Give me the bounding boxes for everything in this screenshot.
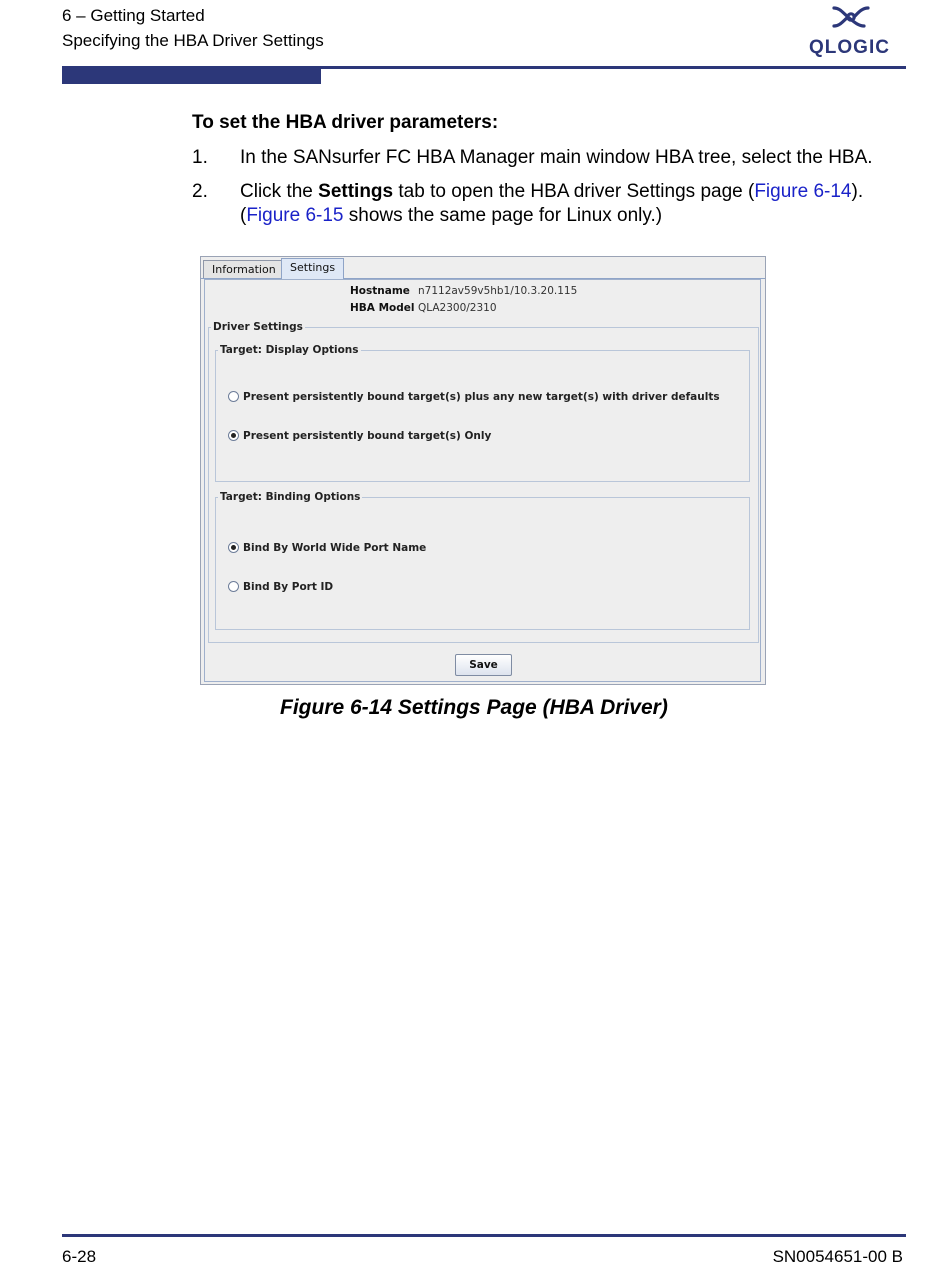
figure-6-15-link[interactable]: Figure 6-15 (246, 205, 344, 226)
settings-screenshot (200, 256, 766, 685)
binding-options-legend: Target: Binding Options (220, 491, 361, 503)
step-text-post2: shows the same page for Linux only.) (343, 205, 663, 226)
tab-settings[interactable]: Settings (281, 258, 344, 279)
footer-rule (62, 1234, 906, 1237)
qlogic-logo (806, 4, 901, 58)
hba-model-label: HBA Model (350, 302, 415, 314)
settings-term: Settings (318, 181, 394, 202)
step-number: 2. (192, 181, 208, 202)
hba-model-value: QLA2300/2310 (418, 302, 497, 314)
chapter-title: 6 – Getting Started (62, 6, 205, 25)
radio-label: Bind By Port ID (243, 581, 334, 593)
hostname-label: Hostname (350, 285, 410, 297)
radio-button[interactable] (228, 581, 239, 592)
settings-panel (204, 279, 761, 682)
radio-button-selected[interactable] (228, 430, 239, 441)
display-options-legend: Target: Display Options (220, 344, 359, 356)
tab-bar (201, 257, 765, 279)
radio-label: Present persistently bound target(s) Only (243, 430, 492, 442)
driver-settings-legend: Driver Settings (213, 321, 303, 333)
binding-options-group (215, 491, 750, 630)
step-text (240, 180, 920, 228)
tab-information[interactable]: Information (203, 260, 285, 278)
step-text-mid: tab to open the HBA driver Settings page ( (393, 181, 755, 202)
radio-button[interactable] (228, 391, 239, 402)
radio-label: Bind By World Wide Port Name (243, 542, 427, 554)
step-text-post1: ). ( (240, 181, 864, 226)
radio-label: Present persistently bound target(s) plus any new target(s) with driver defaults (243, 391, 720, 403)
page-number: 6-28 (62, 1247, 97, 1266)
radio-button-selected[interactable] (228, 542, 239, 553)
procedure-title: To set the HBA driver parameters: (192, 112, 499, 133)
figure-caption: Figure 6-14 Settings Page (HBA Driver) (280, 696, 668, 719)
section-title: Specifying the HBA Driver Settings (62, 31, 324, 50)
step-text: In the SANsurfer FC HBA Manager main window HBA tree, select the HBA. (240, 147, 873, 168)
step-number: 1. (192, 147, 208, 168)
hostname-value: n7112av59v5hb1/10.3.20.115 (418, 285, 578, 297)
display-options-group (215, 344, 750, 482)
save-button[interactable]: Save (455, 654, 512, 676)
header-rule-accent (62, 66, 321, 84)
logo-text: QLOGIC (809, 37, 890, 58)
figure-6-14-link[interactable]: Figure 6-14 (754, 181, 852, 202)
document-id: SN0054651-00 B (772, 1247, 903, 1266)
step-text-pre: Click the (240, 181, 319, 202)
